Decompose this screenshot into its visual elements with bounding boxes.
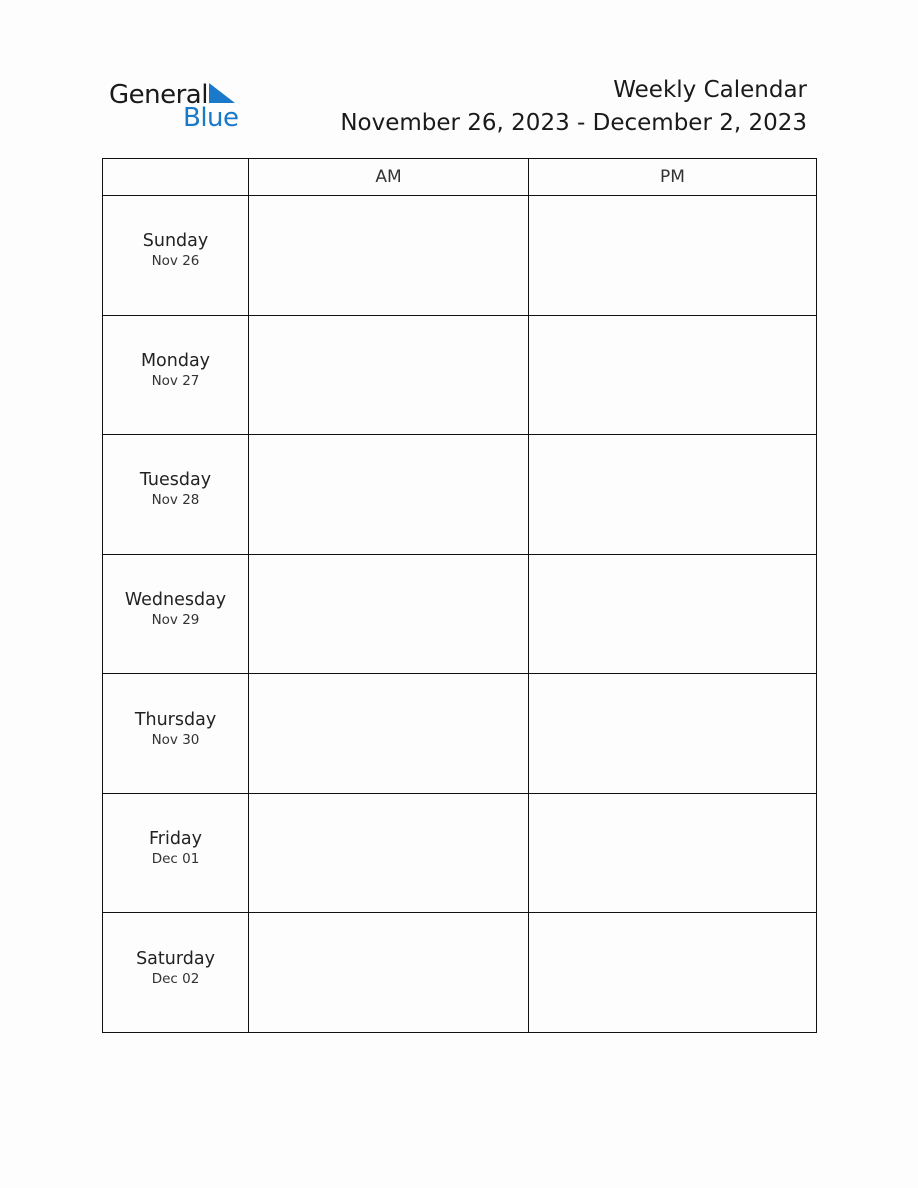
pm-cell[interactable] — [529, 913, 817, 1033]
day-date: Nov 28 — [151, 492, 200, 509]
am-cell[interactable] — [249, 674, 529, 794]
table-row — [103, 435, 817, 555]
table-row — [103, 315, 817, 435]
page-title: Weekly Calendar — [613, 77, 807, 103]
header-row — [103, 159, 817, 196]
pm-cell[interactable] — [529, 315, 817, 435]
day-date: Nov 26 — [151, 253, 200, 270]
day-name: Friday — [148, 829, 203, 850]
table-row — [103, 554, 817, 674]
pm-cell[interactable] — [529, 554, 817, 674]
day-name: Thursday — [134, 709, 217, 730]
day-name: Sunday — [142, 231, 209, 252]
am-cell[interactable] — [249, 315, 529, 435]
day-name: Tuesday — [139, 470, 212, 491]
am-cell[interactable] — [249, 554, 529, 674]
day-name: Monday — [140, 350, 211, 371]
logo-text-general: General — [109, 80, 208, 110]
day-name: Wednesday — [124, 589, 227, 610]
day-cell — [103, 554, 249, 674]
column-header-day — [103, 159, 249, 196]
day-date: Nov 30 — [151, 731, 200, 748]
am-cell[interactable] — [249, 793, 529, 913]
pm-cell[interactable] — [529, 674, 817, 794]
day-date: Dec 02 — [151, 970, 200, 987]
day-date: Dec 01 — [151, 851, 200, 868]
logo-text-blue: Blue — [183, 103, 239, 133]
day-cell — [103, 435, 249, 555]
day-cell — [103, 793, 249, 913]
column-header-pm: PM — [529, 159, 817, 196]
pm-cell[interactable] — [529, 196, 817, 316]
table-row — [103, 196, 817, 316]
day-cell — [103, 196, 249, 316]
blue-triangle-flag-icon — [207, 83, 237, 105]
table-row — [103, 913, 817, 1033]
am-cell[interactable] — [249, 196, 529, 316]
day-cell — [103, 913, 249, 1033]
day-date: Nov 27 — [151, 372, 200, 389]
day-cell — [103, 315, 249, 435]
day-name: Saturday — [136, 948, 215, 969]
date-range: November 26, 2023 - December 2, 2023 — [340, 110, 807, 136]
am-cell[interactable] — [249, 913, 529, 1033]
column-header-am: AM — [249, 159, 529, 196]
pm-cell[interactable] — [529, 793, 817, 913]
weekly-calendar-table — [102, 158, 817, 1033]
logo — [109, 80, 249, 134]
pm-cell[interactable] — [529, 435, 817, 555]
am-cell[interactable] — [249, 435, 529, 555]
day-date: Nov 29 — [151, 611, 200, 628]
day-cell — [103, 674, 249, 794]
table-row — [103, 674, 817, 794]
table-row — [103, 793, 817, 913]
